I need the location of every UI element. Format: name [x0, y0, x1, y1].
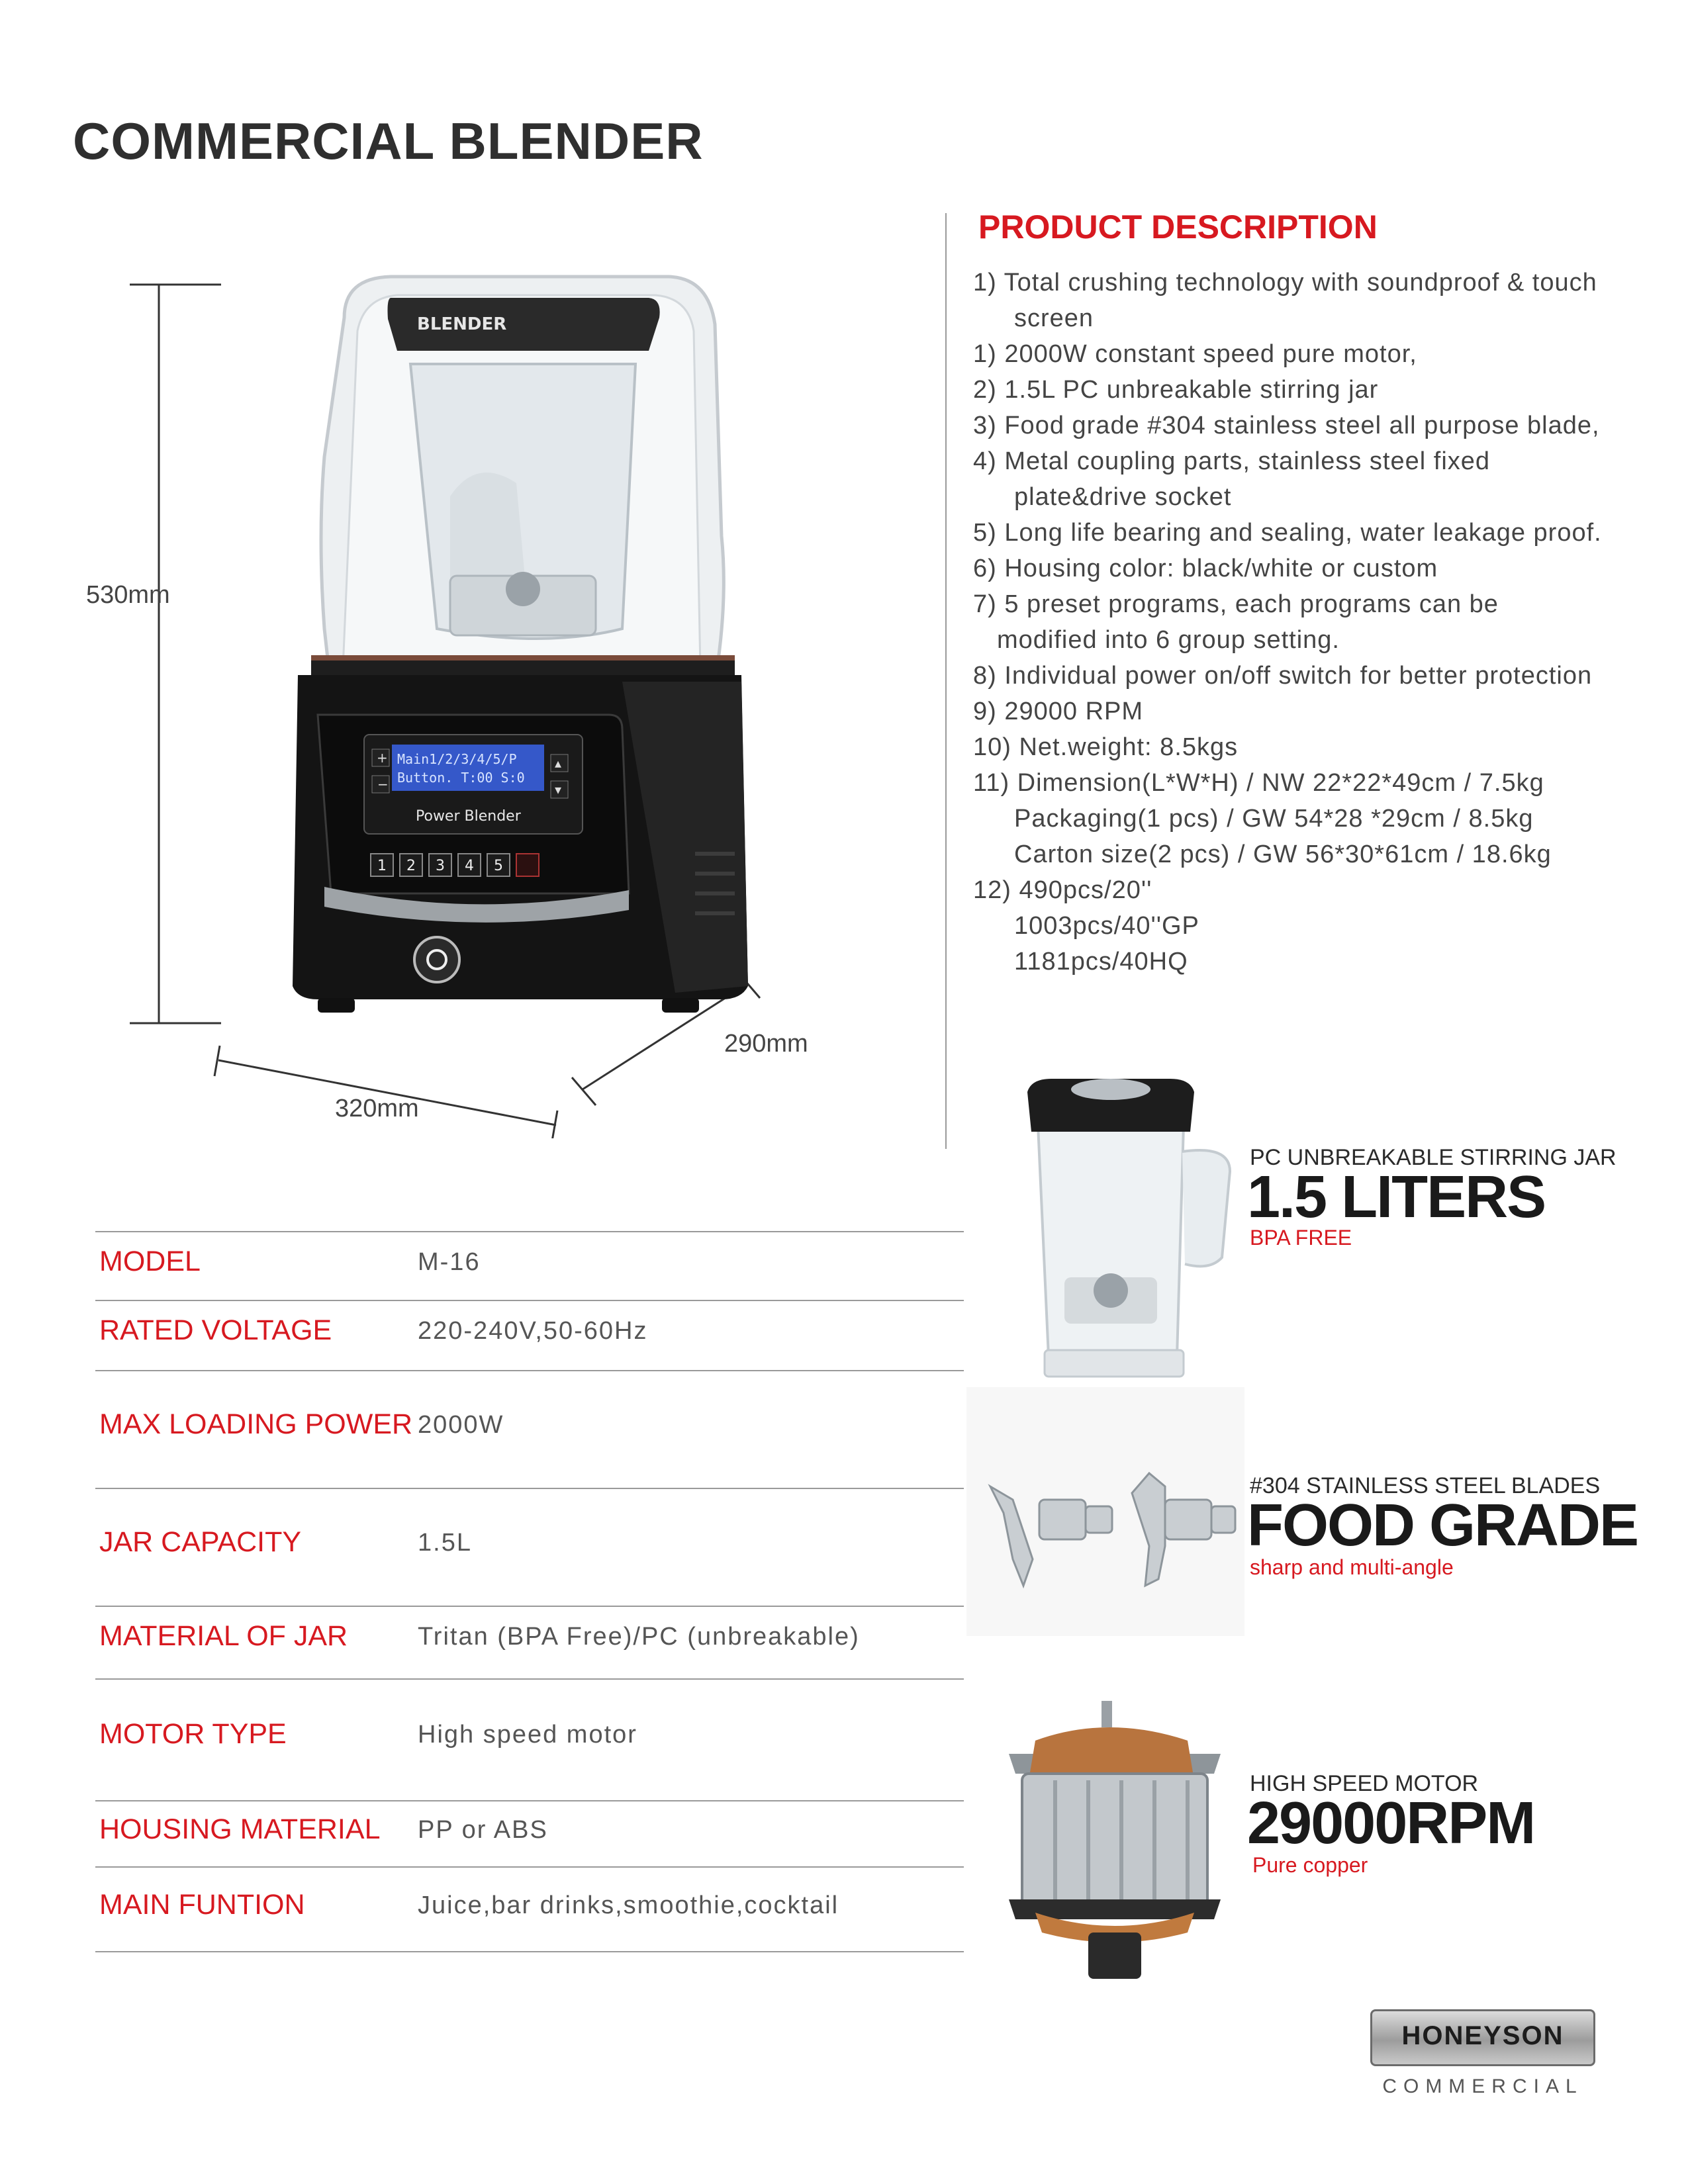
description-item: 12) 490pcs/20'' — [973, 876, 1152, 904]
jar-image — [1011, 1072, 1237, 1383]
height-dimension-label: 530mm — [86, 581, 170, 609]
table-divider — [95, 1866, 964, 1868]
width-dimension-line — [214, 1046, 557, 1138]
description-item: 11) Dimension(L*W*H) / NW 22*22*49cm / 7.5kg — [973, 769, 1544, 797]
logo-subtitle: COMMERCIAL — [1382, 2075, 1583, 2097]
blades-image — [966, 1387, 1244, 1636]
table-divider — [95, 1300, 964, 1301]
table-divider — [95, 1951, 964, 1952]
motor-image — [996, 1701, 1234, 1983]
svg-text:5: 5 — [494, 858, 503, 874]
product-description-list — [973, 265, 1681, 979]
description-item: plate&drive socket — [1014, 483, 1232, 511]
description-item: screen — [1014, 304, 1094, 332]
table-divider — [95, 1678, 964, 1680]
feature-blades-headline: FOOD GRADE — [1247, 1492, 1638, 1559]
table-divider — [95, 1488, 964, 1489]
spec-value-material-of-jar: Tritan (BPA Free)/PC (unbreakable) — [418, 1623, 860, 1651]
feature-motor-headline: 29000RPM — [1247, 1790, 1535, 1856]
table-divider — [95, 1606, 964, 1607]
spec-key-motor-type: MOTOR TYPE — [99, 1718, 287, 1750]
description-item: 10) Net.weight: 8.5kgs — [973, 733, 1239, 761]
blender-product-image — [79, 258, 821, 1138]
description-item: 7) 5 preset programs, each programs can be — [973, 590, 1499, 618]
description-item: 1181pcs/40HQ — [1014, 948, 1188, 976]
spec-key-housing-material: HOUSING MATERIAL — [99, 1813, 381, 1845]
feature-blades-note: sharp and multi-angle — [1250, 1555, 1454, 1579]
svg-text:▾: ▾ — [555, 782, 562, 797]
spec-value-rated-voltage: 220-240V,50-60Hz — [418, 1317, 648, 1345]
description-item: 5) Long life bearing and sealing, water leakage proof. — [973, 519, 1602, 547]
page-title: COMMERCIAL BLENDER — [73, 112, 704, 170]
feature-blades-subtitle: #304 STAINLESS STEEL BLADES — [1250, 1473, 1601, 1498]
spec-key-rated-voltage: RATED VOLTAGE — [99, 1314, 332, 1346]
table-divider — [95, 1800, 964, 1801]
description-item: Carton size(2 pcs) / GW 56*30*61cm / 18.6kg — [1014, 841, 1552, 868]
description-item: 2) 1.5L PC unbreakable stirring jar — [973, 376, 1379, 404]
spec-key-main-function: MAIN FUNTION — [99, 1889, 305, 1921]
column-divider — [945, 213, 947, 1149]
svg-text:4: 4 — [465, 858, 474, 874]
svg-text:Button. T:00 S:0: Button. T:00 S:0 — [397, 770, 525, 786]
spec-key-material-of-jar: MATERIAL OF JAR — [99, 1620, 348, 1652]
spec-value-main-function: Juice,bar drinks,smoothie,cocktail — [418, 1891, 839, 1919]
svg-text:Main1/2/3/4/5/P: Main1/2/3/4/5/P — [397, 751, 517, 767]
description-item: 4) Metal coupling parts, stainless steel fixed — [973, 447, 1491, 475]
description-item: 6) Housing color: black/white or custom — [973, 555, 1438, 582]
svg-text:1: 1 — [377, 858, 387, 874]
product-description-title: PRODUCT DESCRIPTION — [978, 208, 1378, 246]
svg-text:+: + — [377, 750, 388, 766]
logo-name: HONEYSON — [1401, 2021, 1564, 2050]
spec-key-jar-capacity: JAR CAPACITY — [99, 1526, 302, 1558]
svg-text:Power Blender: Power Blender — [416, 808, 521, 825]
svg-text:3: 3 — [436, 858, 445, 874]
svg-text:−: − — [377, 776, 389, 792]
spec-value-housing-material: PP or ABS — [418, 1816, 548, 1844]
description-item: 3) Food grade #304 stainless steel all purpose blade, — [973, 412, 1600, 439]
spec-value-jar-capacity: 1.5L — [418, 1529, 472, 1557]
description-item: 1) 2000W constant speed pure motor, — [973, 340, 1417, 368]
spec-value-model: M-16 — [418, 1248, 481, 1276]
description-item: 1) Total crushing technology with soundproof & touch — [973, 269, 1597, 296]
feature-jar-headline: 1.5 LITERS — [1247, 1164, 1546, 1230]
svg-text:2: 2 — [406, 858, 416, 874]
spec-key-max-loading-power: MAX LOADING POWER — [99, 1408, 413, 1440]
description-item: modified into 6 group setting. — [997, 626, 1340, 654]
table-divider — [95, 1231, 964, 1232]
spec-key-model: MODEL — [99, 1246, 201, 1277]
power-button — [414, 937, 459, 982]
spec-value-motor-type: High speed motor — [418, 1721, 637, 1749]
feature-jar-subtitle: PC UNBREAKABLE STIRRING JAR — [1250, 1145, 1617, 1170]
description-item: 1003pcs/40''GP — [1014, 912, 1199, 940]
description-item: 8) Individual power on/off switch for better protection — [973, 662, 1593, 690]
svg-text:▴: ▴ — [555, 755, 562, 771]
feature-motor-note: Pure copper — [1252, 1853, 1368, 1877]
width-dimension-label: 320mm — [335, 1095, 419, 1122]
table-divider — [95, 1370, 964, 1371]
depth-dimension-label: 290mm — [724, 1030, 808, 1058]
spec-value-max-loading-power: 2000W — [418, 1411, 504, 1439]
feature-jar-note: BPA FREE — [1250, 1226, 1352, 1250]
svg-text:BLENDER: BLENDER — [417, 314, 507, 334]
description-item: 9) 29000 RPM — [973, 698, 1144, 725]
feature-motor-subtitle: HIGH SPEED MOTOR — [1250, 1771, 1479, 1796]
description-item: Packaging(1 pcs) / GW 54*28 *29cm / 8.5kg — [1014, 805, 1534, 833]
height-dimension-line — [130, 285, 221, 1023]
